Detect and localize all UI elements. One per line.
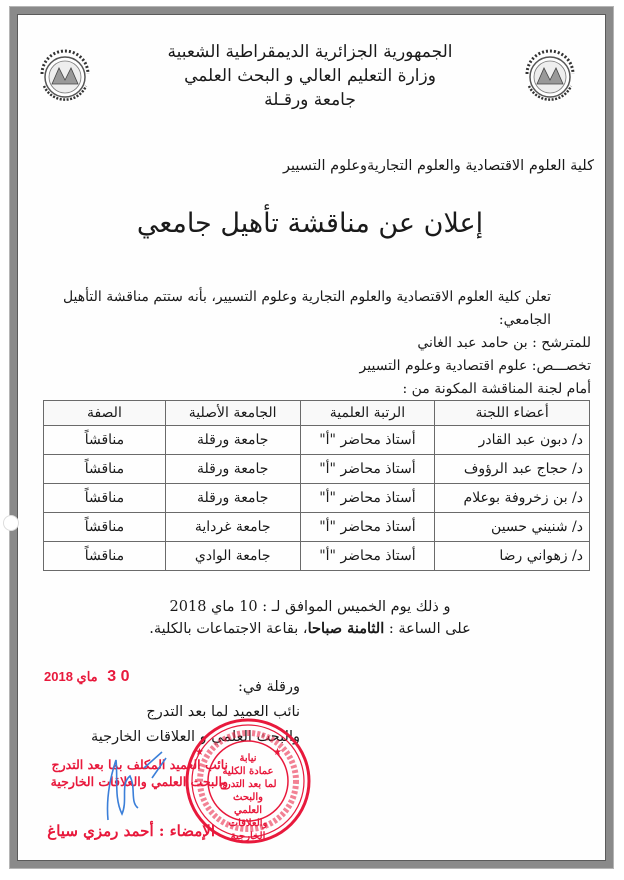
member-role: مناقشاً: [44, 455, 166, 484]
location-text: ، بقاعة الاجتماعات بالكلية.: [149, 621, 308, 637]
university-logo-icon: [515, 46, 585, 108]
member-role: مناقشاً: [44, 484, 166, 513]
handwritten-signature: [100, 748, 170, 828]
committee-intro: أمام لجنة المناقشة المكونة من :: [402, 381, 591, 397]
table-row: [44, 484, 590, 513]
member-rank: أستاذ محاضر "أ": [300, 542, 435, 571]
university-logo-icon: [30, 46, 100, 108]
signatory-title-2: والبحث العلمي و العلاقات الخارجية: [90, 729, 300, 745]
header-rank: الرتبة العلمية: [300, 401, 435, 426]
member-role: مناقشاً: [44, 426, 166, 455]
table-row: [44, 513, 590, 542]
member-university: جامعة ورقلة: [165, 426, 300, 455]
faculty-name: كلية العلوم الاقتصادية والعلوم التجاريةوعلوم التسيير: [282, 158, 594, 174]
committee-table: [43, 400, 590, 571]
member-university: جامعة ورقلة: [165, 455, 300, 484]
seal-inner-text: [214, 752, 282, 843]
member-rank: أستاذ محاضر "أ": [300, 484, 435, 513]
seal-line: العلمي والعلاقات: [228, 805, 268, 829]
member-name: د/ شنيني حسين: [435, 513, 590, 542]
table-row: [44, 542, 590, 571]
candidate-line: [31, 332, 591, 355]
punch-hole: [3, 515, 19, 531]
defense-date: و ذلك يوم الخميس الموافق لـ : 10 ماي 2018: [169, 599, 451, 615]
intro-text: تعلن كلية العلوم الاقتصادية والعلوم التجارية وعلوم التسيير، بأنه ستتم مناقشة التأهيل الجامعي:: [62, 289, 551, 328]
candidate-name: بن حامد عبد الغاني: [417, 335, 528, 351]
svg-text:★: ★: [195, 747, 204, 758]
republic-name: الجمهورية الجزائرية الديمقراطية الشعبية: [167, 42, 453, 62]
official-header: [150, 40, 470, 112]
header-university: الجامعة الأصلية: [165, 401, 300, 426]
seal-line: الخارجية: [230, 831, 266, 842]
member-rank: أستاذ محاضر "أ": [300, 455, 435, 484]
member-role: مناقشاً: [44, 542, 166, 571]
member-role: مناقشاً: [44, 513, 166, 542]
ministry-name: وزارة التعليم العالي و البحث العلمي: [184, 66, 436, 86]
signature-scribble-icon: [100, 748, 170, 828]
red-title-line-1: نائب العميد المكلف بما بعد التدرج: [51, 757, 228, 772]
announcement-body: [31, 286, 591, 401]
member-university: جامعة غرداية: [165, 513, 300, 542]
place-label: ورقلة في:: [237, 679, 300, 695]
stamp-day: 0 3: [107, 668, 130, 685]
member-name: د/ حجاج عبد الرؤوف: [435, 455, 590, 484]
date-stamp: [44, 668, 136, 686]
stamp-month: ماي: [76, 669, 98, 684]
specialty-label: تخصـــص:: [531, 358, 591, 374]
table-row: [44, 426, 590, 455]
member-name: د/ دبون عبد القادر: [435, 426, 590, 455]
seal-line: لما بعد التدرج والبحث: [219, 779, 277, 803]
seal-line: نيابة: [239, 753, 257, 764]
header-role: الصفة: [44, 401, 166, 426]
signatory-name-stamp: الإمضاء : أحمد رمزي سياغ: [47, 822, 215, 840]
time-prefix: على الساعة :: [388, 621, 471, 637]
university-logo-left: [30, 46, 100, 108]
page-title: إعلان عن مناقشة تأهيل جامعي: [136, 208, 484, 239]
defense-schedule: [140, 596, 480, 640]
time-value: الثامنة صباحا: [307, 620, 385, 637]
member-university: جامعة الوادي: [165, 542, 300, 571]
specialty-line: [31, 355, 591, 378]
member-university: جامعة ورقلة: [165, 484, 300, 513]
table-header-row: [44, 401, 590, 426]
member-rank: أستاذ محاضر "أ": [300, 426, 435, 455]
defense-time-location: [140, 618, 480, 640]
university-name: جامعة ورقـلة: [264, 90, 356, 110]
member-name: د/ زهواني رضا: [435, 542, 590, 571]
university-logo-right: [515, 46, 585, 108]
table-row: [44, 455, 590, 484]
candidate-label: للمترشح :: [532, 335, 591, 351]
red-title-line-2: والبحث العلمي والعلاقات الخارجية: [50, 774, 228, 789]
seal-line: عمادة الكلية: [222, 766, 274, 777]
specialty-value: علوم اقتصادية وعلوم التسيير: [359, 358, 528, 374]
header-members: أعضاء اللجنة: [435, 401, 590, 426]
signatory-title-1: نائب العميد لما بعد التدرج: [146, 704, 300, 720]
member-rank: أستاذ محاضر "أ": [300, 513, 435, 542]
stamp-year: 2018: [44, 669, 73, 684]
svg-text:★: ★: [273, 747, 282, 758]
member-name: د/ بن زخروفة بوعلام: [435, 484, 590, 513]
